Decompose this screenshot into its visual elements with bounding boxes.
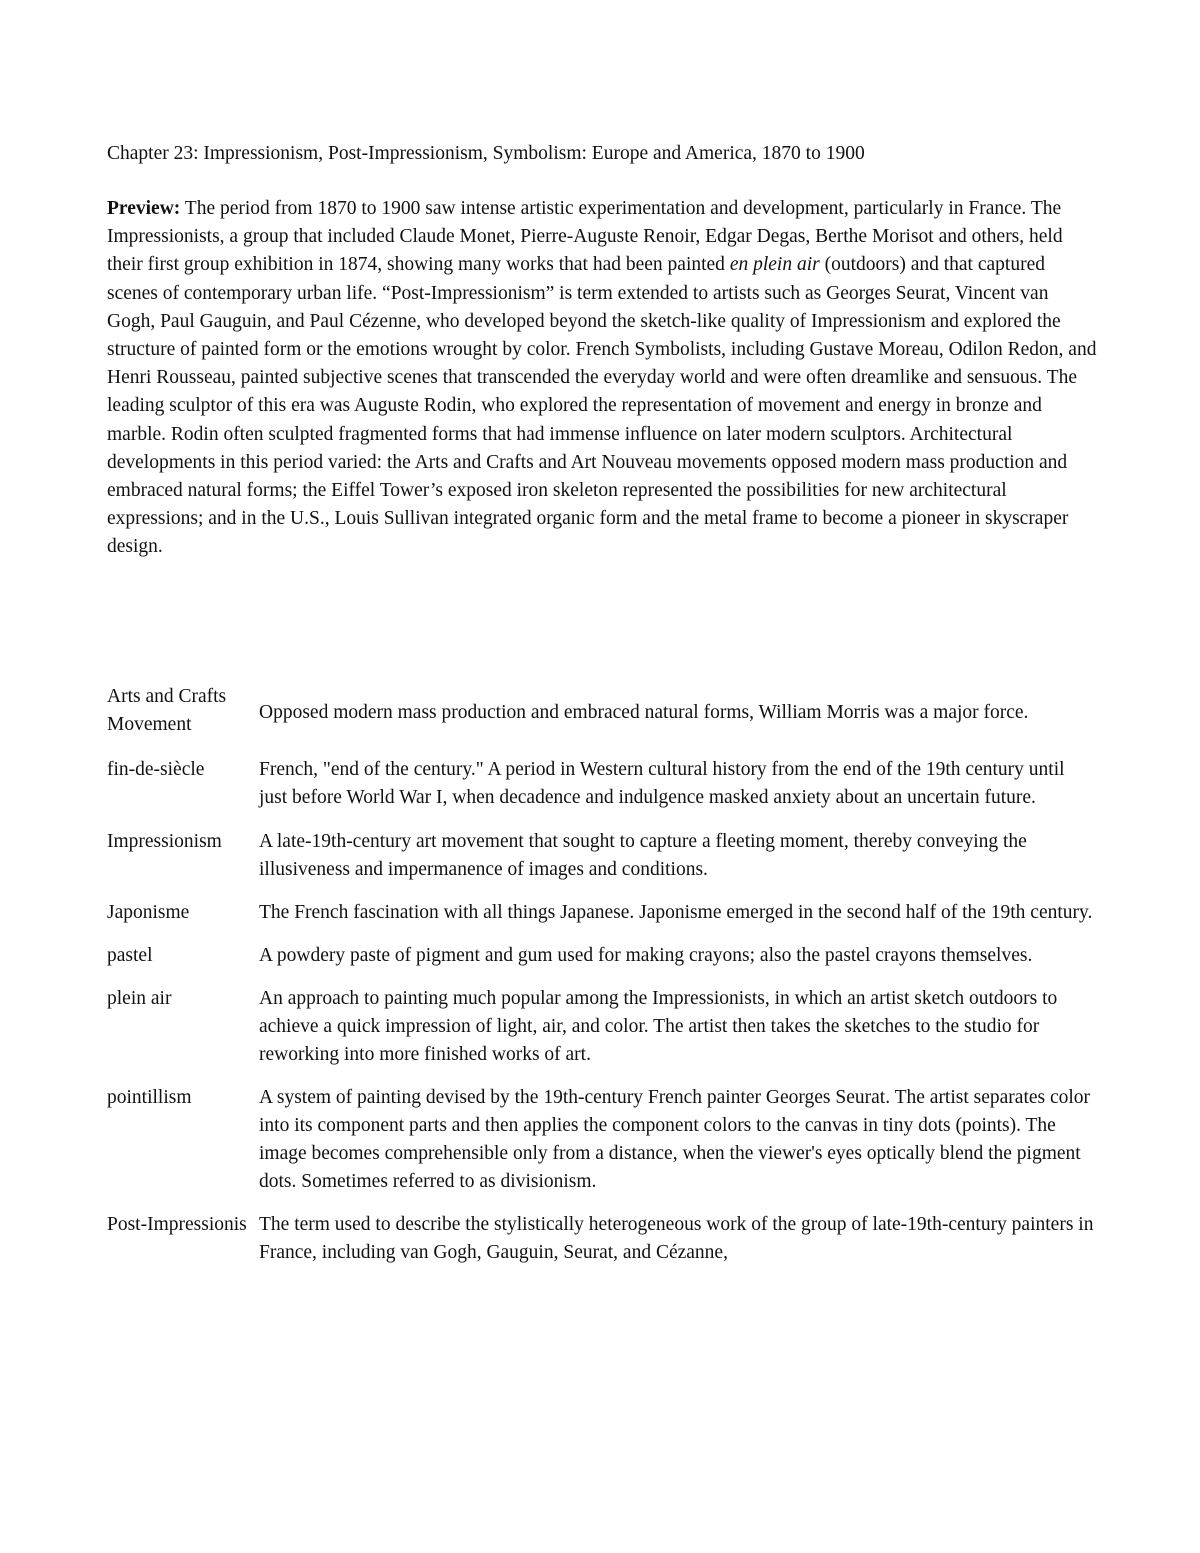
glossary-row (107, 899, 1097, 927)
glossary-term: fin-de-siècle (107, 759, 205, 780)
glossary-row (107, 985, 1097, 1069)
preview-label: Preview: (107, 198, 181, 219)
glossary-table (107, 683, 1097, 1267)
glossary-definition: A late-19th-century art movement that sought to capture a fleeting moment, thereby conveying the illusiveness and impermanence of images and conditions. (259, 831, 1027, 880)
glossary-definition: The term used to describe the stylistically heterogeneous work of the group of late-19th-century painters in France, including van Gogh, Gauguin, Seurat, and Cézanne, (259, 1214, 1094, 1263)
document-page (107, 140, 1097, 562)
glossary-row (107, 1211, 1097, 1267)
glossary-definition: A system of painting devised by the 19th-century French painter Georges Seurat. The artist separates color into its component parts and then applies the component colors to the canvas in tiny dots (points). The image becomes comprehensible only from a distance, when the viewer's eyes optically blend the pigment dots. Sometimes referred to as divisionism. (259, 1087, 1091, 1192)
glossary-term: Arts and Crafts Movement (107, 686, 227, 735)
preview-text-part1: The period from 1870 to 1900 saw intense artistic experimentation and development, particularly in France. The Impressionists, a group that included Claude Monet, Pierre-Auguste Renoir, Edgar Degas, Berthe Morisot and others, held their first group exhibition in 1874, showing many works that had been painted (107, 198, 1063, 276)
glossary-row (107, 942, 1097, 970)
glossary-definition: A powdery paste of pigment and gum used for making crayons; also the pastel crayons themselves. (259, 945, 1033, 966)
glossary-definition: French, "end of the century." A period in Western cultural history from the end of the 19th century until just before World War I, when decadence and indulgence masked anxiety about an uncertain future. (259, 759, 1065, 808)
glossary-definition: The French fascination with all things Japanese. Japonisme emerged in the second half of the 19th century. (259, 902, 1093, 923)
glossary-row (107, 756, 1097, 812)
glossary-definition: Opposed modern mass production and embraced natural forms, William Morris was a major force. (259, 702, 1029, 723)
glossary-term: pointillism (107, 1087, 192, 1108)
glossary-term: Japonisme (107, 902, 190, 923)
chapter-title: Chapter 23: Impressionism, Post-Impressionism, Symbolism: Europe and America, 1870 to 1900 (107, 143, 865, 164)
glossary-term: pastel (107, 945, 153, 966)
preview-paragraph (107, 195, 1097, 562)
glossary-row (107, 1084, 1097, 1196)
glossary-term: plein air (107, 988, 172, 1009)
preview-text-part2: (outdoors) and that captured scenes of contemporary urban life. “Post-Impressionism” is term extended to artists such as Georges Seurat, Vincent van Gogh, Paul Gauguin, and Paul Cézenne, who developed beyond the sketch-like quality of Impressionism and explored the structure of painted form or the emotions wrought by color. French Symbolists, including Gustave Moreau, Odilon Redon, and Henri Rousseau, painted subjective scenes that transcended the everyday world and were often dreamlike and sensuous. The leading sculptor of this era was Auguste Rodin, who explored the representation of movement and energy in bronze and marble. Rodin often sculpted fragmented forms that had immense influence on later modern sculptors. Architectural developments in this period varied: the Arts and Crafts and Art Nouveau movements opposed modern mass production and embraced natural forms; the Eiffel Tower’s exposed iron skeleton represented the possibilities for new architectural expressions; and in the U.S., Louis Sullivan integrated organic form and the metal frame to become a pioneer in skyscraper design. (107, 254, 1097, 558)
glossary-definition: An approach to painting much popular among the Impressionists, in which an artist sketch outdoors to achieve a quick impression of light, air, and color. The artist then takes the sketches to the studio for reworking into more finished works of art. (259, 988, 1058, 1065)
preview-italic-term: en plein air (729, 254, 820, 276)
glossary-row (107, 828, 1097, 884)
glossary-term: Impressionism (107, 831, 222, 852)
glossary-row (107, 683, 1097, 739)
glossary-term: Post-Impressionis (107, 1214, 247, 1235)
